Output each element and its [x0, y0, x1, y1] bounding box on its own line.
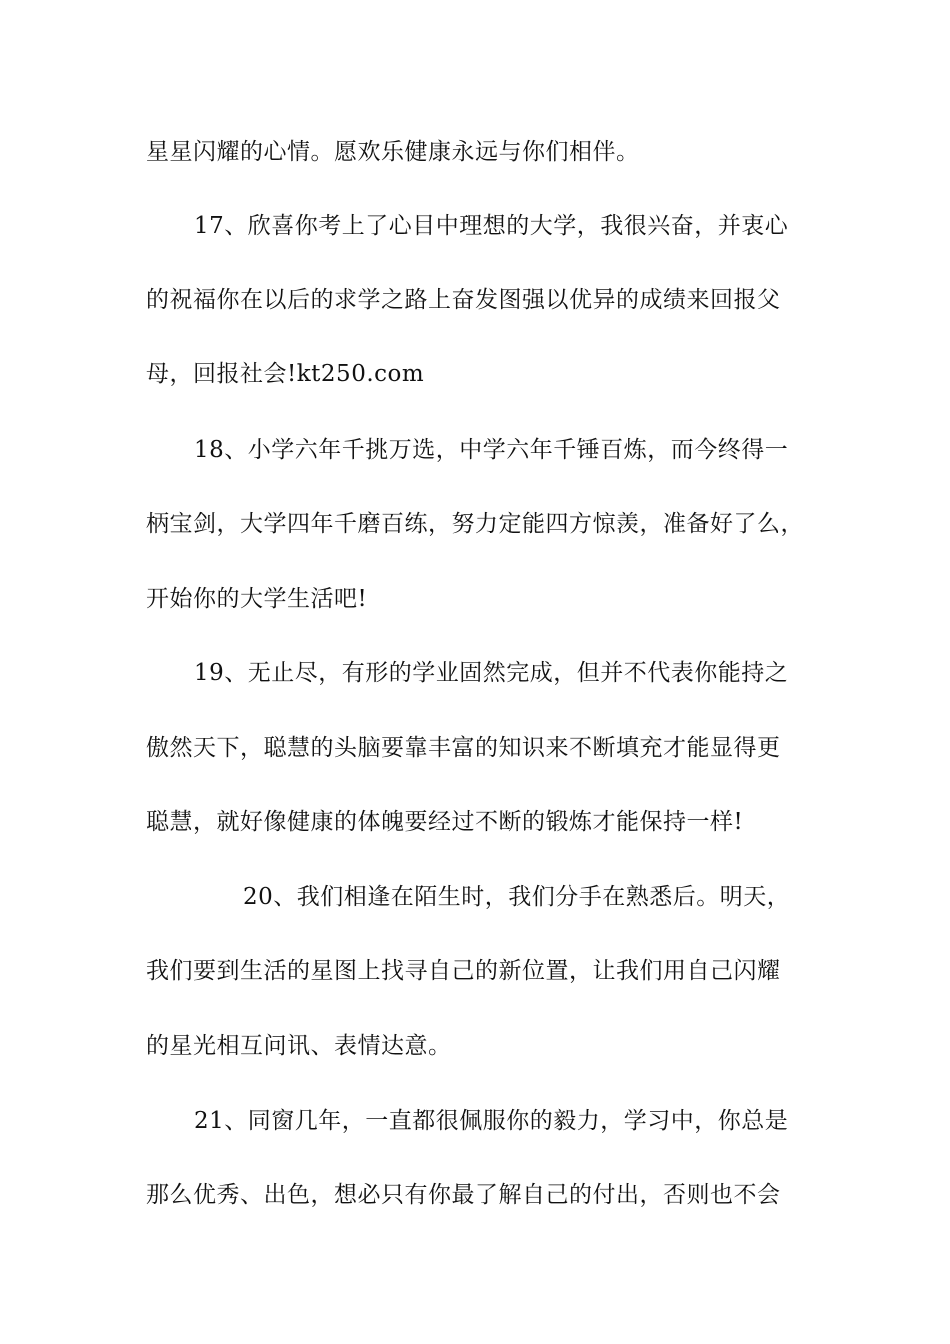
text-line-3: 的祝福你在以后的求学之路上奋发图强以优异的成绩来回报父: [146, 287, 781, 313]
text-line-14: 21、同窗几年，一直都很佩服你的毅力，学习中，你总是: [194, 1108, 789, 1134]
text-line-7: 开始你的大学生活吧!: [146, 586, 368, 612]
text-line-4: 母，回报社会!kt250.com: [146, 361, 425, 387]
text-line-13: 的星光相互问讯、表情达意。: [146, 1033, 452, 1059]
text-line-9: 傲然天下，聪慧的头脑要靠丰富的知识来不断填充才能显得更: [146, 735, 781, 761]
text-line-2: 17、欣喜你考上了心目中理想的大学，我很兴奋，并衷心: [194, 213, 789, 239]
text-line-8: 19、无止尽，有形的学业固然完成，但并不代表你能持之: [194, 660, 789, 686]
text-line-11: 20、我们相逢在陌生时，我们分手在熟悉后。明天，: [243, 884, 791, 910]
text-line-10: 聪慧，就好像健康的体魄要经过不断的锻炼才能保持一样!: [146, 809, 744, 835]
text-line-12: 我们要到生活的星图上找寻自己的新位置，让我们用自己闪耀: [146, 958, 781, 984]
text-line-6: 柄宝剑，大学四年千磨百练，努力定能四方惊羡，准备好了么，: [146, 511, 804, 537]
text-line-15: 那么优秀、出色，想必只有你最了解自己的付出，否则也不会: [146, 1182, 781, 1208]
text-line-1: 星星闪耀的心情。愿欢乐健康永远与你们相伴。: [146, 139, 640, 165]
text-line-5: 18、小学六年千挑万选，中学六年千锤百炼，而今终得一: [194, 437, 789, 463]
